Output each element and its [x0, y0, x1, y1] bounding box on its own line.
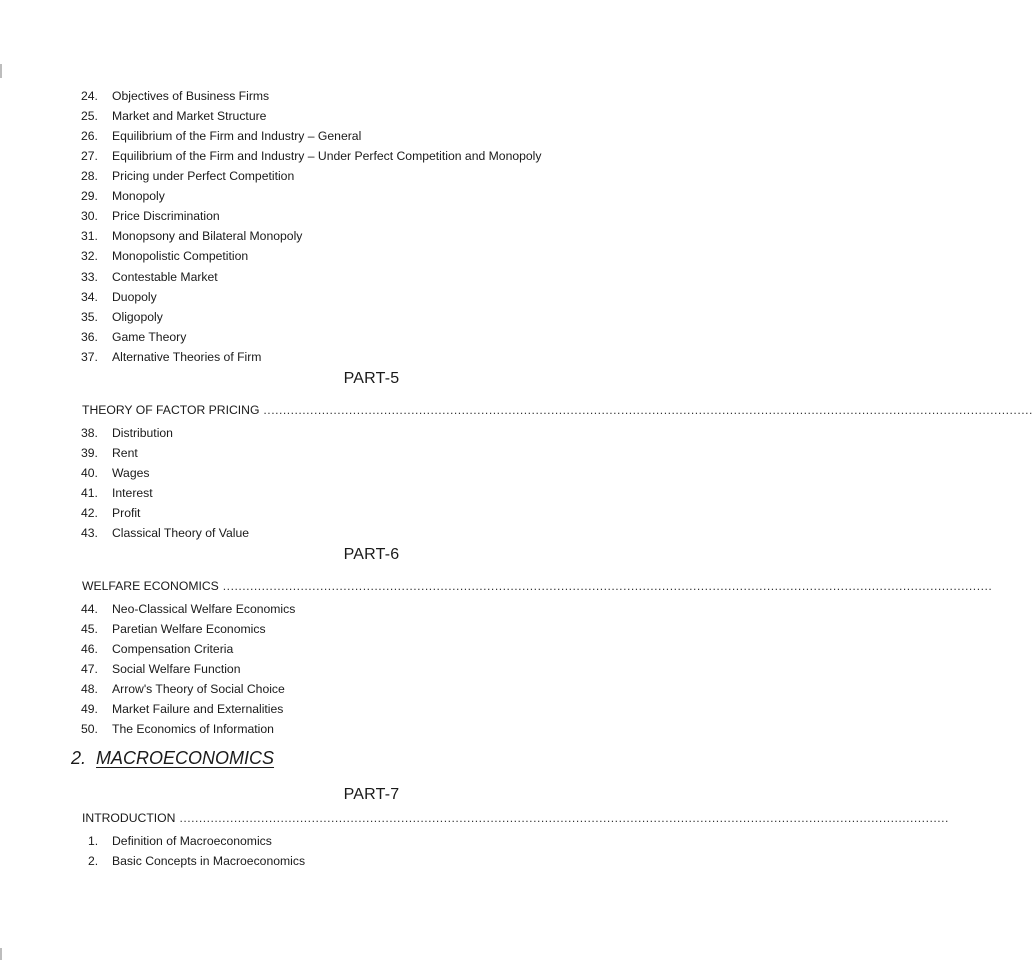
item-number: 43. — [81, 526, 98, 540]
item-number: 36. — [81, 330, 98, 344]
item-title: Objectives of Business Firms — [112, 89, 270, 103]
item-number: 41. — [81, 486, 98, 500]
section-title-row[interactable] — [82, 577, 993, 595]
section-title-row[interactable] — [82, 401, 1033, 419]
toc-item[interactable] — [81, 700, 283, 718]
chapter-number: 2. — [71, 748, 87, 768]
toc-item[interactable] — [81, 187, 165, 205]
item-title: Market and Market Structure — [112, 109, 267, 123]
toc-item[interactable] — [81, 87, 269, 105]
item-title: Profit — [112, 506, 141, 520]
toc-item[interactable] — [81, 167, 294, 185]
item-number: 39. — [81, 446, 98, 460]
item-number: 35. — [81, 310, 98, 324]
item-title: Oligopoly — [112, 310, 163, 324]
chapter-heading[interactable] — [71, 748, 274, 769]
part-heading: PART-7 — [343, 786, 400, 803]
toc-item[interactable] — [81, 107, 266, 125]
item-number: 2. — [88, 854, 99, 868]
dot-leader: ...................................................................................................................................................................................................... — [222, 579, 993, 593]
toc-item[interactable] — [81, 524, 249, 542]
item-number: 33. — [81, 270, 98, 284]
item-title: Game Theory — [112, 330, 187, 344]
section-title: THEORY OF FACTOR PRICING — [82, 403, 260, 417]
toc-item[interactable] — [81, 147, 541, 165]
section-title: INTRODUCTION — [82, 811, 176, 825]
item-number: 50. — [81, 722, 98, 736]
item-number: 49. — [81, 702, 98, 716]
item-title: Monopoly — [112, 189, 165, 203]
toc-item[interactable] — [81, 424, 173, 442]
item-number: 37. — [81, 350, 98, 364]
item-number: 47. — [81, 662, 98, 676]
item-number: 28. — [81, 169, 98, 183]
section-title-row[interactable] — [82, 809, 949, 827]
toc-item[interactable] — [81, 484, 153, 502]
chapter-title: MACROECONOMICS — [96, 748, 275, 768]
item-title: The Economics of Information — [112, 722, 274, 736]
part-heading: PART-5 — [343, 370, 400, 387]
toc-item[interactable] — [81, 308, 163, 326]
toc-item[interactable] — [88, 852, 305, 870]
part-heading: PART-6 — [343, 546, 400, 563]
item-title: Market Failure and Externalities — [112, 702, 284, 716]
toc-item[interactable] — [81, 127, 361, 145]
item-number: 46. — [81, 642, 98, 656]
toc-item[interactable] — [81, 660, 240, 678]
item-title: Alternative Theories of Firm — [112, 350, 262, 364]
item-title: Social Welfare Function — [112, 662, 241, 676]
item-number: 32. — [81, 249, 98, 263]
item-number: 48. — [81, 682, 98, 696]
toc-item[interactable] — [81, 720, 274, 738]
section-title: WELFARE ECONOMICS — [82, 579, 219, 593]
item-number: 29. — [81, 189, 98, 203]
page-edge-mark — [0, 64, 2, 78]
item-number: 42. — [81, 506, 98, 520]
page-edge-mark — [0, 948, 2, 960]
item-number: 45. — [81, 622, 98, 636]
toc-item[interactable] — [81, 444, 138, 462]
item-number: 40. — [81, 466, 98, 480]
item-number: 24. — [81, 89, 98, 103]
item-title: Neo-Classical Welfare Economics — [112, 602, 296, 616]
item-title: Distribution — [112, 426, 173, 440]
toc-item[interactable] — [81, 227, 302, 245]
toc-item[interactable] — [81, 288, 157, 306]
item-title: Rent — [112, 446, 138, 460]
dot-leader: ...................................................................................................................................................................................................... — [263, 403, 1033, 417]
item-number: 44. — [81, 602, 98, 616]
item-number: 31. — [81, 229, 98, 243]
toc-item[interactable] — [81, 680, 285, 698]
item-number: 27. — [81, 149, 98, 163]
item-title: Contestable Market — [112, 270, 218, 284]
item-title: Paretian Welfare Economics — [112, 622, 266, 636]
item-number: 30. — [81, 209, 98, 223]
item-title: Monopsony and Bilateral Monopoly — [112, 229, 303, 243]
item-title: Equilibrium of the Firm and Industry – General — [112, 129, 362, 143]
item-title: Wages — [112, 466, 150, 480]
toc-item[interactable] — [81, 600, 295, 618]
toc-item[interactable] — [81, 640, 233, 658]
item-title: Equilibrium of the Firm and Industry – Under Perfect Competition and Monopoly — [112, 149, 542, 163]
item-title: Price Discrimination — [112, 209, 220, 223]
dot-leader: ...................................................................................................................................................................................................... — [179, 811, 949, 825]
item-number: 26. — [81, 129, 98, 143]
item-title: Basic Concepts in Macroeconomics — [112, 854, 306, 868]
toc-item[interactable] — [88, 832, 272, 850]
toc-item[interactable] — [81, 504, 140, 522]
toc-item[interactable] — [81, 247, 248, 265]
item-title: Definition of Macroeconomics — [112, 834, 272, 848]
item-number: 1. — [88, 834, 99, 848]
toc-item[interactable] — [81, 348, 261, 366]
item-number: 38. — [81, 426, 98, 440]
toc-item[interactable] — [81, 620, 266, 638]
toc-item[interactable] — [81, 464, 149, 482]
item-title: Monopolistic Competition — [112, 249, 249, 263]
item-title: Duopoly — [112, 290, 157, 304]
toc-item[interactable] — [81, 268, 218, 286]
item-number: 34. — [81, 290, 98, 304]
toc-item[interactable] — [81, 328, 186, 346]
item-title: Classical Theory of Value — [112, 526, 250, 540]
item-title: Compensation Criteria — [112, 642, 234, 656]
toc-item[interactable] — [81, 207, 220, 225]
item-title: Arrow's Theory of Social Choice — [112, 682, 285, 696]
item-title: Interest — [112, 486, 153, 500]
item-title: Pricing under Perfect Competition — [112, 169, 295, 183]
item-number: 25. — [81, 109, 98, 123]
